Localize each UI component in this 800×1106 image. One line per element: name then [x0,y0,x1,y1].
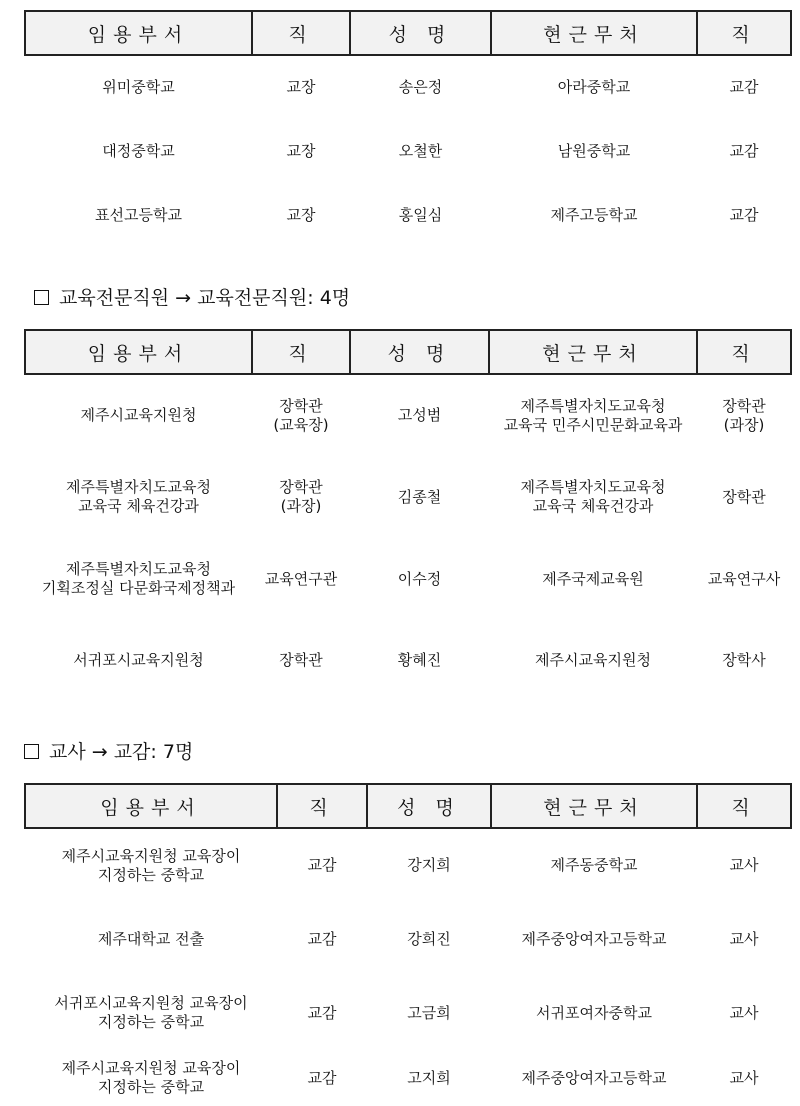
cell-name [350,119,491,183]
column-header-current-workplace: 현근무처 [491,11,697,55]
section-heading-education-specialists [34,286,350,310]
cell-appointed-dept [25,55,252,119]
cell-current-position [697,828,791,902]
cell-text-line: 남원중학교 [557,141,631,160]
section-heading-vice-principals [24,740,193,764]
cell-text-line: 제주대학교 전출 [97,929,205,948]
column-header-current-workplace: 현근무처 [491,784,697,828]
checkbox-square-icon [34,290,49,305]
cell-appointed-dept [25,538,252,620]
cell-current-workplace [489,374,697,456]
cell-text-line: 제주시교육지원청 [80,406,197,424]
cell-text-line: 장학사 [722,650,766,669]
cell-text-line: 교사 [729,1003,759,1022]
table-row [25,374,791,456]
cell-current-position [697,902,791,976]
cell-text-line: 기획조정실 다문화국제정책과 [41,579,236,597]
column-header-position: 직 [252,330,350,374]
cell-position [252,456,350,538]
cell-name [350,55,491,119]
cell-text-line: 제주특별자치도교육청 [66,478,211,496]
cell-position [277,902,367,976]
cell-text-line: 교육국 체육건강과 [532,497,654,515]
table-header-row [25,784,791,828]
cell-text-line: 제주중앙여자고등학교 [521,1068,667,1087]
cell-current-workplace [491,976,697,1050]
section-title: 교육전문직원 → 교육전문직원: 4명 [59,287,351,309]
column-header-name: 성 명 [350,11,491,55]
cell-text-line: 고성범 [397,406,442,424]
cell-current-workplace [491,183,697,247]
cell-text-line: 송은정 [398,78,443,96]
cell-text-line: 장학관 [722,487,766,506]
cell-text-line: 교육연구사 [707,569,781,588]
cell-text-line: 교감 [729,205,759,224]
table-row [25,828,791,902]
cell-appointed-dept [25,456,252,538]
table-row [25,456,791,538]
cell-appointed-dept [25,828,277,902]
column-header-position: 직 [252,11,350,55]
cell-text-line: 홍일심 [398,205,443,224]
cell-name [367,828,491,902]
cell-current-position [697,374,791,456]
cell-text-line: 제주고등학교 [550,205,638,224]
cell-text-line: 제주중앙여자고등학교 [521,929,667,948]
cell-text-line: 지정하는 중학교 [97,1013,205,1031]
cell-current-workplace [489,538,697,620]
cell-text-line: 강지희 [407,856,451,874]
column-header-appointed-dept: 임용부서 [25,784,277,828]
cell-text-line: 지정하는 중학교 [97,865,205,884]
appointment-table-vice-principals [24,783,792,1106]
cell-appointed-dept [25,119,252,183]
cell-appointed-dept [25,183,252,247]
section-title: 교사 → 교감: 7명 [49,741,194,763]
cell-text-line: 교육연구관 [264,569,338,588]
table-row [25,55,791,119]
cell-text-line: 제주국제교육원 [542,569,644,588]
cell-current-position [697,976,791,1050]
cell-appointed-dept [25,620,252,700]
cell-text-line: (과장) [723,415,765,434]
cell-position [252,620,350,700]
cell-position [252,538,350,620]
cell-text-line: 교감 [729,78,759,96]
cell-text-line: 제주특별자치도교육청 [520,478,666,496]
cell-text-line: 고지희 [407,1068,451,1087]
cell-text-line: 교감 [307,1068,337,1087]
cell-text-line: 아라중학교 [557,78,631,96]
cell-position [252,55,350,119]
cell-text-line: 이수정 [397,569,442,588]
cell-text-line: (과장) [280,497,322,515]
column-header-current-position: 직 [697,11,791,55]
cell-text-line: 고금희 [407,1003,451,1022]
cell-appointed-dept [25,374,252,456]
cell-text-line: 교감 [307,856,337,874]
cell-current-workplace [491,55,697,119]
cell-text-line: 교감 [729,141,759,160]
cell-name [350,620,489,700]
cell-text-line: 교장 [286,205,316,224]
cell-current-position [697,119,791,183]
table-row [25,183,791,247]
appointment-table-specialists [24,329,792,700]
cell-text-line: 제주특별자치도교육청 [520,396,666,415]
cell-text-line: 위미중학교 [102,78,175,96]
cell-text-line: 제주시교육지원청 [535,650,651,669]
cell-current-workplace [491,1050,697,1106]
checkbox-square-icon [24,744,39,759]
cell-text-line: 교육국 체육건강과 [78,497,199,515]
cell-name [350,374,489,456]
column-header-current-position: 직 [697,330,791,374]
table-row [25,119,791,183]
cell-text-line: 교사 [729,929,759,948]
cell-name [350,183,491,247]
cell-text-line: 대정중학교 [102,141,175,160]
cell-text-line: 교육국 민주시민문화교육과 [503,415,683,434]
cell-current-position [697,183,791,247]
cell-current-position [697,620,791,700]
cell-current-position [697,538,791,620]
column-header-current-position: 직 [697,784,791,828]
cell-text-line: 서귀포여자중학교 [536,1003,652,1022]
column-header-appointed-dept: 임용부서 [25,11,252,55]
cell-text-line: 교장 [286,141,316,160]
cell-position [277,828,367,902]
cell-text-line: 교감 [307,929,337,948]
cell-text-line: 서귀포시교육지원청 교육장이 [54,994,248,1012]
cell-position [277,976,367,1050]
column-header-appointed-dept: 임용부서 [25,330,252,374]
table-row [25,902,791,976]
cell-text-line: 장학관 [279,478,323,496]
cell-name [367,976,491,1050]
cell-current-position [697,55,791,119]
cell-text-line: 장학관 [722,396,766,415]
table-row [25,976,791,1050]
table-row [25,1050,791,1106]
cell-text-line: 교장 [286,78,316,96]
cell-text-line: 교사 [729,856,759,874]
cell-position [252,119,350,183]
cell-current-workplace [489,456,697,538]
cell-current-position [697,1050,791,1106]
cell-text-line: 제주시교육지원청 교육장이 [61,1059,241,1077]
cell-name [367,1050,491,1106]
cell-current-workplace [491,119,697,183]
column-header-name: 성 명 [350,330,489,374]
cell-text-line: 오철한 [398,141,443,160]
table-row [25,620,791,700]
cell-appointed-dept [25,902,277,976]
cell-current-workplace [491,828,697,902]
cell-position [252,183,350,247]
cell-position [252,374,350,456]
cell-text-line: 강희진 [407,929,451,948]
cell-text-line: 황혜진 [397,650,442,669]
cell-text-line: 장학관 [279,396,323,415]
cell-text-line: 제주시교육지원청 교육장이 [61,846,241,865]
cell-text-line: 김종철 [397,487,442,506]
cell-current-position [697,456,791,538]
cell-text-line: 제주특별자치도교육청 [66,560,211,578]
column-header-position: 직 [277,784,367,828]
cell-current-workplace [491,902,697,976]
column-header-current-workplace: 현근무처 [489,330,697,374]
cell-text-line: (교육장) [273,415,329,434]
cell-appointed-dept [25,1050,277,1106]
cell-current-workplace [489,620,697,700]
cell-name [350,456,489,538]
table-header-row [25,11,791,55]
table-row [25,538,791,620]
cell-text-line: 교감 [307,1003,337,1022]
column-header-name: 성 명 [367,784,491,828]
cell-text-line: 표선고등학교 [95,205,182,224]
cell-name [350,538,489,620]
appointment-table-principals [24,10,792,247]
cell-text-line: 제주동중학교 [550,856,638,874]
cell-text-line: 장학관 [279,650,323,669]
table-header-row [25,330,791,374]
cell-appointed-dept [25,976,277,1050]
cell-text-line: 서귀포시교육지원청 [73,650,204,669]
cell-text-line: 지정하는 중학교 [97,1078,205,1096]
cell-name [367,902,491,976]
cell-position [277,1050,367,1106]
cell-text-line: 교사 [729,1068,759,1087]
